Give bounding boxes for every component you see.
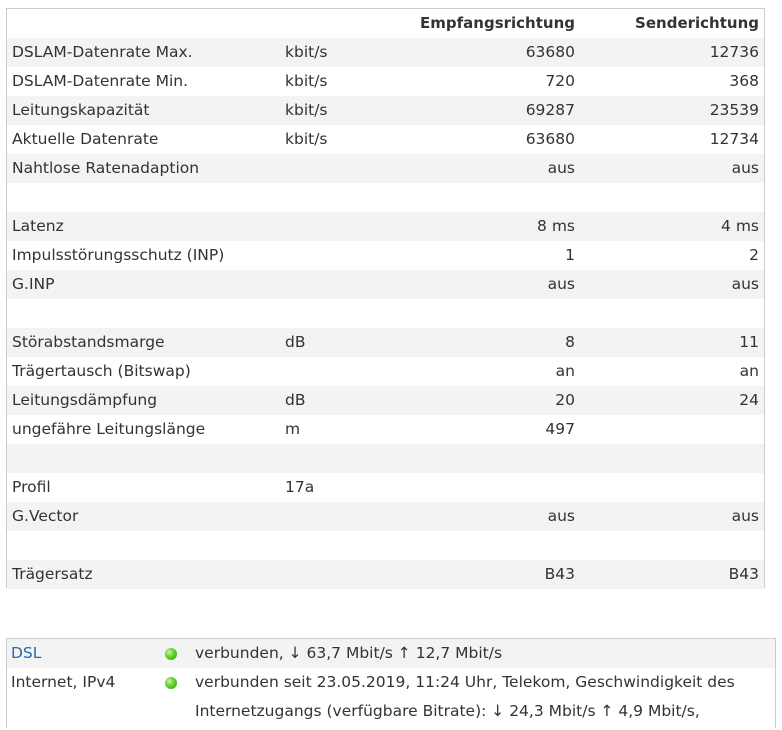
table-row — [7, 560, 764, 589]
table-row — [7, 154, 764, 183]
table-row — [7, 531, 764, 560]
row-receive-value: aus — [547, 159, 575, 177]
row-unit: kbit/s — [285, 130, 328, 148]
row-label: Trägertausch (Bitswap) — [12, 362, 191, 380]
row-send-value: 24 — [739, 391, 759, 409]
row-label: DSLAM-Datenrate Min. — [12, 72, 189, 90]
dsl-link[interactable]: DSL — [11, 644, 42, 662]
status-ok-icon — [165, 648, 177, 660]
table-row — [7, 125, 764, 154]
row-send-value: aus — [731, 507, 759, 525]
table-row — [7, 473, 764, 502]
row-label: DSLAM-Datenrate Max. — [12, 43, 193, 61]
row-receive-value: 63680 — [525, 43, 575, 61]
row-send-value: 12734 — [709, 130, 759, 148]
row-label: Impulsstörungsschutz (INP) — [12, 246, 225, 264]
table-row — [7, 357, 764, 386]
row-label: Aktuelle Datenrate — [12, 130, 159, 148]
row-unit: kbit/s — [285, 43, 328, 61]
row-label: Nahtlose Ratenadaption — [12, 159, 200, 177]
row-unit: dB — [285, 391, 306, 409]
row-send-value: 4 ms — [721, 217, 759, 235]
row-receive-value: 69287 — [525, 101, 575, 119]
row-send-value: B43 — [728, 565, 759, 583]
row-receive-value: 63680 — [525, 130, 575, 148]
row-send-value: 23539 — [709, 101, 759, 119]
connection-status-panel — [6, 638, 776, 728]
row-receive-value: 20 — [555, 391, 575, 409]
header-send-direction: Senderichtung — [635, 14, 759, 32]
row-send-value: 11 — [739, 333, 759, 351]
table-row — [7, 212, 764, 241]
row-receive-value: 497 — [545, 420, 575, 438]
row-send-value: an — [739, 362, 759, 380]
table-body — [7, 38, 764, 589]
row-send-value: 368 — [729, 72, 759, 90]
status-ok-icon — [165, 677, 177, 689]
table-row — [7, 67, 764, 96]
row-unit: kbit/s — [285, 101, 328, 119]
row-send-value: aus — [731, 275, 759, 293]
row-receive-value: 8 ms — [537, 217, 575, 235]
table-row — [7, 328, 764, 357]
table-row — [7, 96, 764, 125]
row-label: Leitungsdämpfung — [12, 391, 158, 409]
row-label: Profil — [12, 478, 51, 496]
row-send-value: 2 — [749, 246, 759, 264]
table-row — [7, 386, 764, 415]
table-row — [7, 241, 764, 270]
row-label: Latenz — [12, 217, 64, 235]
table-header-row — [7, 9, 764, 38]
row-label: Trägersatz — [12, 565, 93, 583]
internet-label: Internet, IPv4 — [11, 673, 116, 691]
internet-status-text: verbunden seit 23.05.2019, 11:24 Uhr, Telekom, Geschwindigkeit des Internetzugangs (verfügbare Bitrate): ↓ 24,3 Mbit/s ↑ 4,9 Mbit/s, — [195, 673, 735, 720]
status-row-dsl — [7, 639, 775, 668]
row-receive-value: aus — [547, 507, 575, 525]
row-unit: kbit/s — [285, 72, 328, 90]
row-receive-value: 720 — [545, 72, 575, 90]
table-row — [7, 299, 764, 328]
row-send-value: aus — [731, 159, 759, 177]
dsl-status-text: verbunden, ↓ 63,7 Mbit/s ↑ 12,7 Mbit/s — [195, 644, 503, 662]
row-unit: 17a — [285, 478, 315, 496]
row-unit: dB — [285, 333, 306, 351]
header-receive-direction: Empfangsrichtung — [420, 14, 575, 32]
row-send-value: 12736 — [709, 43, 759, 61]
table-row — [7, 183, 764, 212]
row-receive-value: an — [555, 362, 575, 380]
row-label: ungefähre Leitungslänge — [12, 420, 206, 438]
row-unit: m — [285, 420, 301, 438]
row-receive-value: aus — [547, 275, 575, 293]
table-row — [7, 444, 764, 473]
table-row — [7, 502, 764, 531]
row-receive-value: 1 — [565, 246, 575, 264]
row-label: Störabstandsmarge — [12, 333, 165, 351]
dsl-details-table — [6, 8, 765, 588]
row-label: G.INP — [12, 275, 55, 293]
row-receive-value: 8 — [565, 333, 575, 351]
row-label: Leitungskapazität — [12, 101, 150, 119]
table-row — [7, 270, 764, 299]
table-row — [7, 38, 764, 67]
row-receive-value: B43 — [544, 565, 575, 583]
row-label: G.Vector — [12, 507, 79, 525]
table-row — [7, 415, 764, 444]
